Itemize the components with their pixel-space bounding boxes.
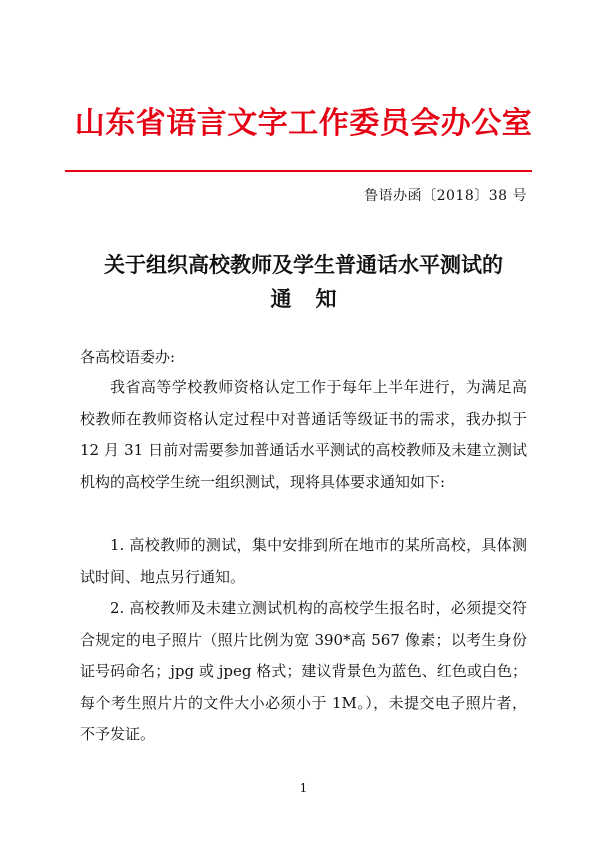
page-number: 1 — [299, 781, 308, 795]
notice-title-line-1: 关于组织高校教师及学生普通话水平测试的 — [104, 252, 503, 277]
body-paragraph-intro: 我省高等学校教师资格认定工作于每年上半年进行，为满足高校教师在教师资格认定过程中对普通话等级证书的需求，我办拟于 12 月 31 日前对需要参加普通话水平测试的高校教师及未建立测试机构的高校学生统一组织测试，现将具体要求通知如下: — [80, 378, 527, 491]
organization-header: 山东省语言文字工作委员会办公室 — [74, 106, 533, 141]
notice-title-line-2: 通知 — [270, 286, 361, 311]
red-divider-rule — [65, 170, 532, 172]
document-number: 鲁语办函〔2018〕38 号 — [364, 188, 527, 204]
body-paragraph-item-2: 2. 高校教师及未建立测试机构的高校学生报名时，必须提交符合规定的电子照片（照片比例为宽 390*高 567 像素；以考生身份证号码命名；jpg 或 jpeg 格式；建议背景色为蓝色、红色或白色；每个考生照片片的文件大小必须小于 1M。），未提交电子照片者，不予发证。 — [80, 599, 527, 743]
body-paragraph-item-1: 1. 高校教师的测试，集中安排到所在地市的某所高校，具体测试时间、地点另行通知。 — [80, 536, 527, 586]
salutation: 各高校语委办: — [80, 348, 176, 366]
